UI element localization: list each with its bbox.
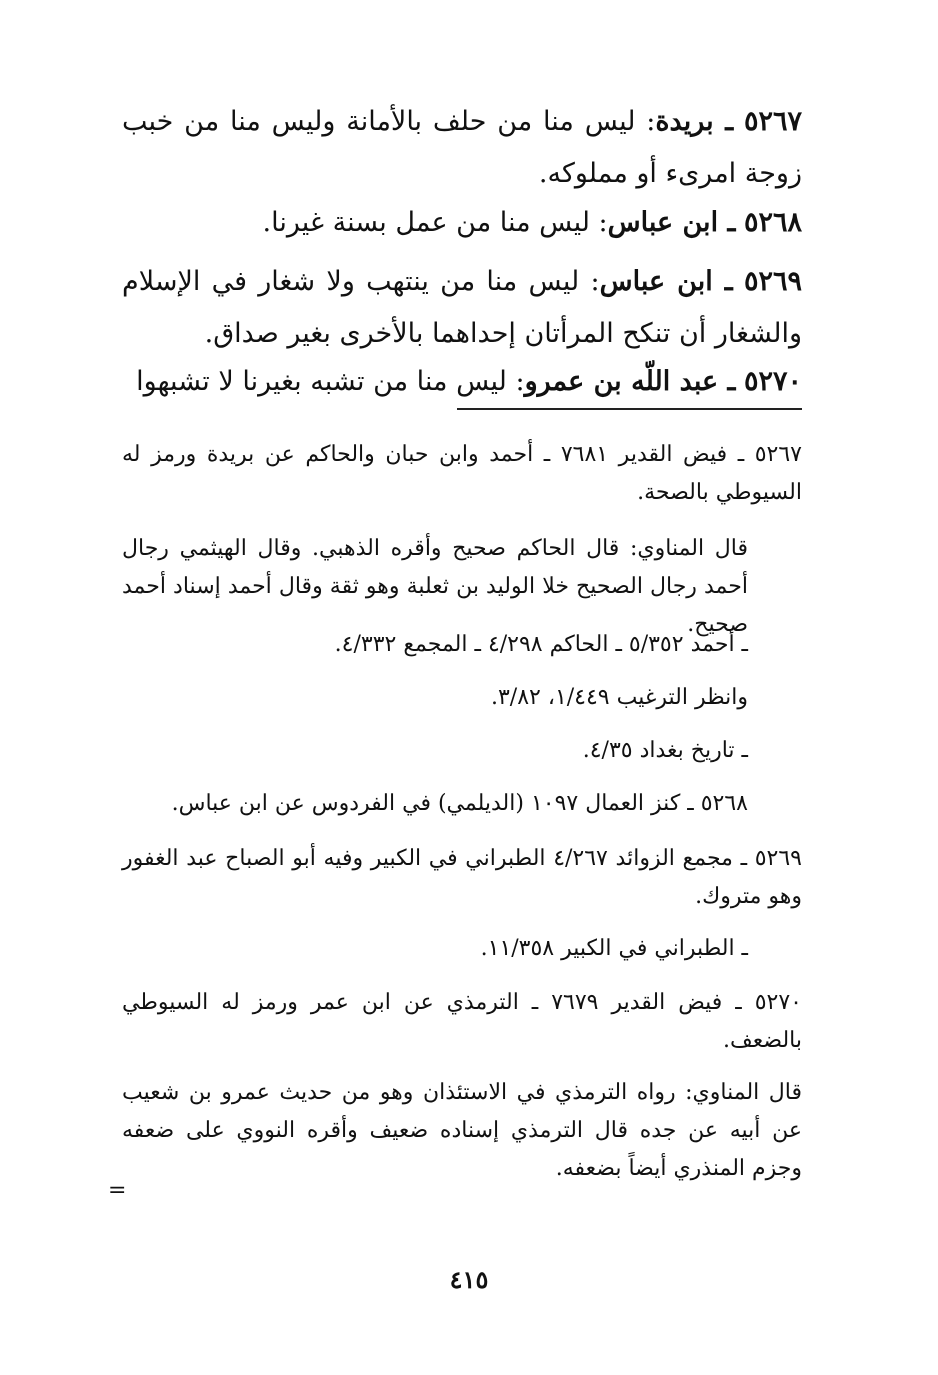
continuation-mark: = xyxy=(108,1178,127,1203)
hadith-entry-5269: ٥٢٦٩ ـ ابن عباس: ليس منا من ينتهب ولا شغار في الإسلام والشغار أن تنكح المرأتان إحداهما بالأخرى بغير صداق. xyxy=(122,266,802,349)
hadith-entry-5267: ٥٢٦٧ ـ بريدة: ليس منا من حلف بالأمانة وليس منا من خبب زوجة امرىء أو مملوكه. xyxy=(122,106,802,189)
footnote-reference: ـ تاريخ بغداد ٤/٣٥. xyxy=(582,738,748,763)
hadith-number: ٥٢٦٧ xyxy=(743,106,802,137)
hadith-text: : ليس منا من ينتهب ولا شغار في الإسلام والشغار أن تنكح المرأتان إحداهما بالأخرى بغير صداق. xyxy=(122,266,802,349)
page-number: ٤١٥ xyxy=(449,1265,489,1294)
hadith-text: : ليس منا من حلف بالأمانة وليس منا من خبب زوجة امرىء أو مملوكه. xyxy=(122,106,802,189)
footnote-reference: ـ الطبراني في الكبير ١١/٣٥٨. xyxy=(480,936,748,961)
footnote-5268: ٥٢٦٨ ـ كنز العمال ١٠٩٧ (الديلمي) في الفردوس عن ابن عباس. xyxy=(171,791,748,816)
hadith-narrator: ابن عباس xyxy=(599,266,713,297)
hadith-number: ٥٢٦٩ xyxy=(743,266,802,297)
footnote-5270: ٥٢٧٠ ـ فيض القدير ٧٦٧٩ ـ الترمذي عن ابن عمر ورمز له السيوطي بالضعف. xyxy=(122,990,802,1053)
hadith-entry-5270: ٥٢٧٠ ـ عبد اللّه بن عمرو: ليس منا من تشبه بغيرنا لا تشبهوا xyxy=(136,366,802,397)
hadith-entry-5268: ٥٢٦٨ ـ ابن عباس: ليس منا من عمل بسنة غيرنا. xyxy=(262,207,802,238)
footnote-reference: ـ أحمد ٥/٣٥٢ ـ الحاكم ٤/٢٩٨ ـ المجمع ٤/٣٣٢. xyxy=(334,632,748,657)
hadith-number: ٥٢٧٠ xyxy=(743,366,802,397)
hadith-text: : ليس منا من عمل بسنة غيرنا. xyxy=(262,207,608,238)
hadith-narrator: ابن عباس xyxy=(607,207,719,238)
footnote-5269: ٥٢٦٩ ـ مجمع الزوائد ٤/٢٦٧ الطبراني في الكبير وفيه أبو الصباح عبد الغفور وهو متروك. xyxy=(122,846,802,909)
hadith-narrator: بريدة xyxy=(655,106,714,137)
hadith-number: ٥٢٦٨ xyxy=(743,207,802,238)
footnote-reference: وانظر الترغيب ١/٤٤٩، ٣/٨٢. xyxy=(490,685,748,710)
hadith-text: : ليس منا من تشبه بغيرنا لا تشبهوا xyxy=(136,366,525,397)
hadith-narrator: عبد اللّه بن عمرو xyxy=(524,366,719,397)
footnote-note: قال المناوي: قال الحاكم صحيح وأقره الذهبي. وقال الهيثمي رجال أحمد رجال الصحيح خلا الوليد بن ثعلبة وهو ثقة وقال أحمد إسناد أحمد صحيح. xyxy=(122,536,748,637)
footnote-divider xyxy=(457,408,802,410)
footnote-5267: ٥٢٦٧ ـ فيض القدير ٧٦٨١ ـ أحمد وابن حبان والحاكم عن بريدة ورمز له السيوطي بالصحة. xyxy=(122,442,802,505)
footnote-note: قال المناوي: رواه الترمذي في الاستئذان وهو من حديث عمرو بن شعيب عن أبيه عن جده قال الترمذي إسناده ضعيف وأقره النووي على ضعفه وجزم المنذري أيضاً بضعفه. xyxy=(122,1080,802,1181)
